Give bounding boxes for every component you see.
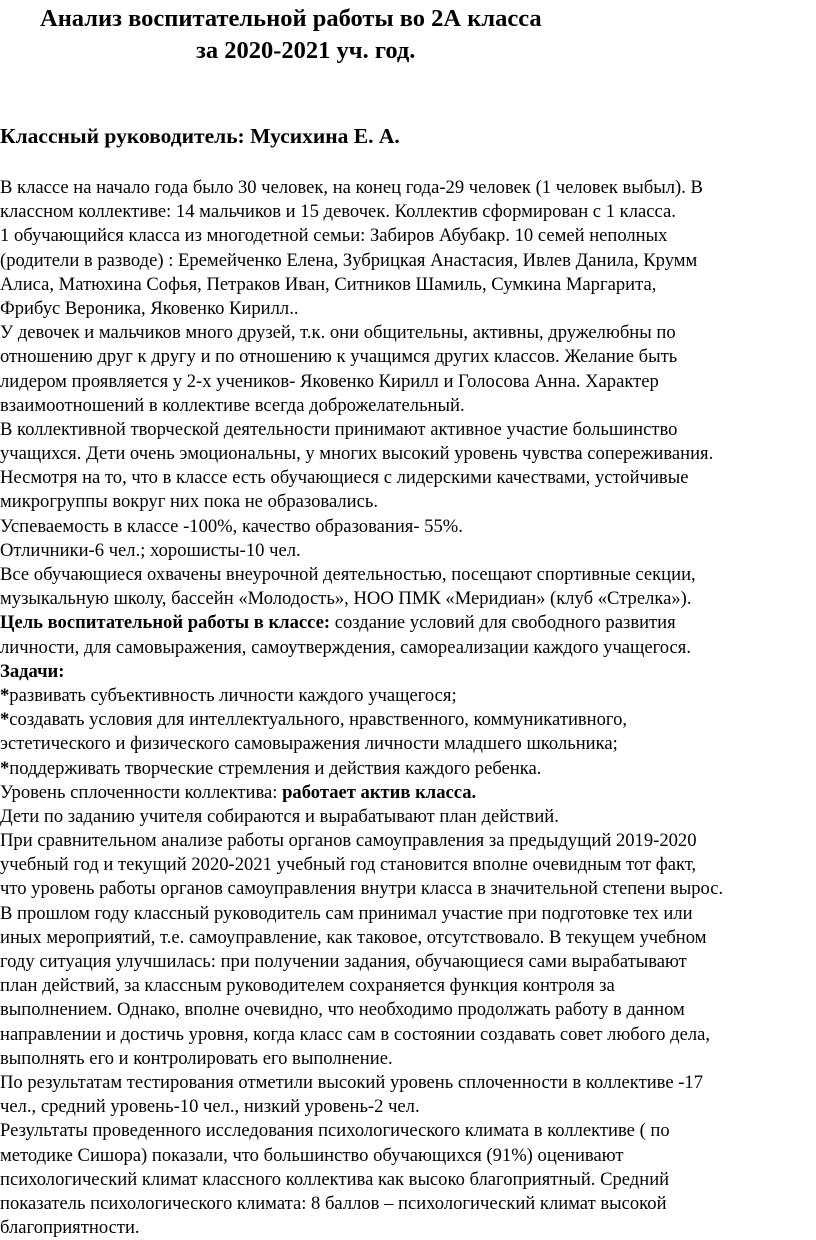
report-line: Успеваемость в классе -100%, качество образования- 55%. [0, 515, 463, 537]
report-body [0, 176, 814, 1240]
line-text: Уровень сплоченности коллектива: [0, 781, 283, 803]
document-title-line-2: за 2020-2021 уч. год. [196, 37, 416, 64]
report-line: учебный год и текущий 2020-2021 учебный год становится вполне очевидным тот факт, [0, 854, 697, 876]
report-line [0, 757, 814, 781]
report-line: В классе на начало года было 30 человек, на конец года-29 человек (1 человек выбыл). В [0, 177, 703, 198]
bold-text: Задачи: [0, 660, 65, 682]
report-line [0, 781, 814, 805]
bold-text: * [0, 757, 10, 779]
report-line: план действий, за классным руководителем сохраняется функция контроля за [0, 975, 615, 997]
report-line: иных мероприятий, т.е. самоуправление, как таковое, отсутствовало. В текущем учебном [0, 926, 707, 948]
report-line: отношению друг к другу и по отношению к учащимся других классов. Желание быть [0, 346, 678, 368]
report-line: В прошлом году классный руководитель сам принимал участие при подготовке тех или [0, 902, 693, 924]
report-line: Алиса, Матюхина Софья, Петраков Иван, Ситников Шамиль, Сумкина Маргарита, [0, 273, 657, 295]
report-line: психологический климат классного коллектива как высоко благоприятный. Средний [0, 1168, 670, 1190]
bold-text: Цель воспитательной работы в классе: [0, 612, 331, 634]
report-line: классном коллективе: 14 мальчиков и 15 девочек. Коллектив сформирован с 1 класса. [0, 201, 676, 223]
bold-text: работает актив класса. [282, 781, 477, 803]
report-line: Несмотря на то, что в классе есть обучающиеся с лидерскими качествами, устойчивые [0, 467, 689, 489]
report-line: показатель психологического климата: 8 баллов – психологический климат высокой [0, 1192, 667, 1214]
bold-text: * [0, 684, 10, 706]
report-line: (родители в разводе) : Еремейченко Елена, Зубрицкая Анастасия, Ивлев Данила, Крумм [0, 249, 698, 271]
report-line: чел., средний уровень-10 чел., низкий уровень-2 чел. [0, 1096, 420, 1118]
report-line: выполнением. Однако, вполне очевидно, что необходимо продолжать работу в данном [0, 999, 685, 1021]
document-title-line-1: Анализ воспитательной работы во 2А класса [40, 5, 542, 32]
report-line: году ситуация улучшилась: при получении задания, обучающиеся сами вырабатывают [0, 951, 687, 972]
report-line: Все обучающиеся охвачены внеурочной деятельностью, посещают спортивные секции, [0, 564, 696, 585]
report-line [0, 684, 814, 708]
report-line: микрогруппы вокруг них пока не образовались. [0, 491, 378, 513]
report-line: выполнять его и контролировать его выполнение. [0, 1047, 393, 1069]
report-line: Отличники-6 чел.; хорошисты-10 чел. [0, 539, 301, 561]
report-line: У девочек и мальчиков много друзей, т.к. они общительны, активны, дружелюбны по [0, 322, 676, 344]
report-line: личности, для самовыражения, самоутверждения, самореализации каждого учащегося. [0, 636, 692, 658]
line-text: создание условий для свободного развития [330, 612, 676, 634]
report-line: направлении и достичь уровня, когда класс сам в состоянии создавать совет любого дела, [0, 1023, 711, 1045]
report-line: В коллективной творческой деятельности принимают активное участие большинство [0, 418, 678, 440]
report-line [0, 708, 814, 732]
report-line: По результатам тестирования отметили высокий уровень сплоченности в коллективе -17 [0, 1071, 704, 1093]
report-line: лидером проявляется у 2-х учеников- Яковенко Кирилл и Голосова Анна. Характер [0, 370, 659, 392]
line-text: поддерживать творческие стремления и действия каждого ребенка. [9, 757, 542, 779]
report-line: взаимоотношений в коллективе всегда доброжелательный. [0, 394, 465, 416]
report-line: Результаты проведенного исследования психологического климата в коллективе ( по [0, 1120, 670, 1142]
report-line: эстетического и физического самовыражения личности младшего школьника; [0, 733, 618, 755]
report-line: Дети по заданию учителя собираются и вырабатывают план действий. [0, 805, 559, 827]
report-line: 1 обучающийся класса из многодетной семьи: Забиров Абубакр. 10 семей неполных [0, 225, 668, 247]
report-line: методике Сишора) показали, что большинство обучающихся (91%) оценивают [0, 1144, 624, 1166]
report-line [0, 611, 814, 635]
class-teacher-heading: Классный руководитель: Мусихина Е. А. [0, 124, 400, 148]
report-line: учащихся. Дети очень эмоциональны, у многих высокий уровень чувства сопереживания. [0, 443, 714, 465]
report-line: благоприятности. [0, 1217, 140, 1239]
line-text: создавать условия для интеллектуального, нравственного, коммуникативного, [9, 709, 628, 731]
report-line: При сравнительном анализе работы органов самоуправления за предыдущий 2019-2020 [0, 830, 697, 852]
report-line: что уровень работы органов самоуправления внутри класса в значительной степени вырос. [0, 878, 724, 900]
report-line: музыкальную школу, бассейн «Молодость», НОО ПМК «Меридиан» (клуб «Стрелка»). [0, 588, 692, 610]
report-line: Фрибус Вероника, Яковенко Кирилл.. [0, 297, 299, 319]
report-line [0, 660, 814, 684]
line-text: развивать субъективность личности каждого учащегося; [9, 684, 457, 706]
bold-text: * [0, 709, 10, 731]
